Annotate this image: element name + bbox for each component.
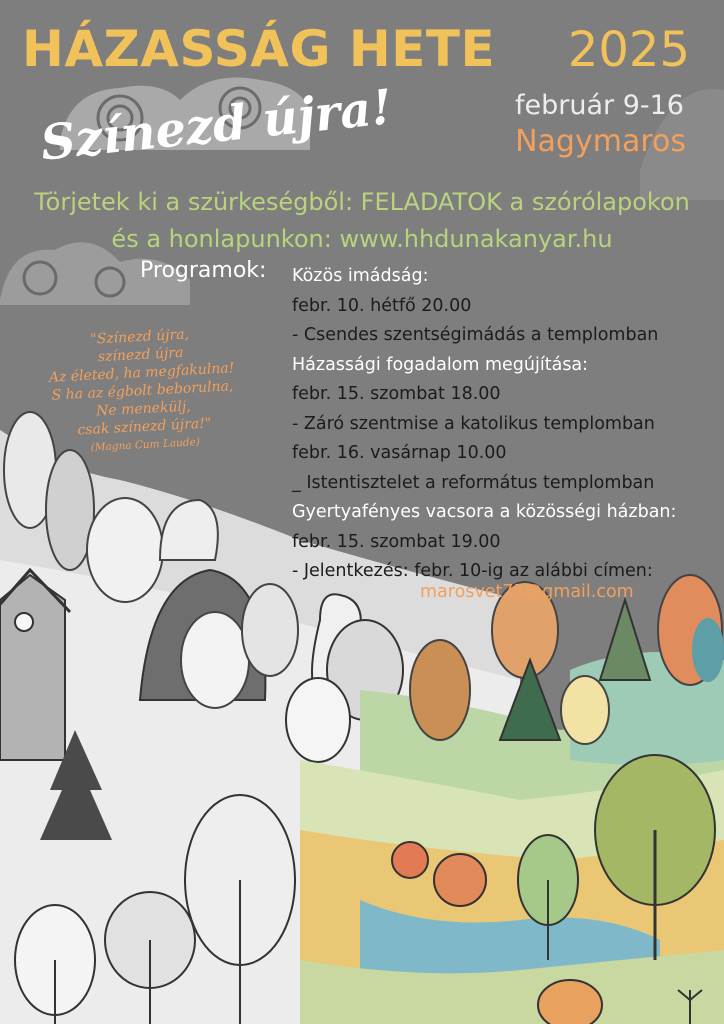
event-title: HÁZASSÁG HETE [22,20,496,78]
program-line: febr. 15. szombat 19.00 [292,531,501,552]
program-heading-prayer: Közös imádság: [292,266,429,286]
song-quote [27,322,258,460]
intro-line-2: és a honlapunkon: www.hhdunakanyar.hu [111,225,613,253]
quote-line: csak színezd újra!" [77,415,212,439]
quote-line: színezd újra [97,344,184,366]
program-line: - Csendes szentségimádás a templomban [292,325,659,345]
event-year: 2025 [567,22,690,78]
intro-line-1: Törjetek ki a szürkeségből: FELADATOK a szórólapokon [34,188,690,216]
program-heading-vows: Házassági fogadalom megújítása: [292,354,589,375]
slogan: Színezd újra! [38,79,395,172]
quote-line: "Színezd újra, [89,326,190,348]
program-line: - Jelentkezés: febr. 10-ig az alábbi címen: [292,561,653,581]
quote-line: Az életed, ha megfakulna! [48,360,235,386]
program-line: _ Istentisztelet a református templomban [292,472,655,493]
program-line: febr. 16. vasárnap 10.00 [292,443,507,463]
programs-label: Programok: [140,258,267,283]
program-line: febr. 10. hétfő 20.00 [292,295,472,316]
program-line: - Záró szentmise a katolikus templomban [292,413,655,434]
contact-email[interactable]: marosvet75@gmail.com [420,582,634,602]
program-line: febr. 15. szombat 18.00 [292,384,501,404]
event-location: Nagymaros [515,124,686,159]
program-list [292,262,676,587]
quote-author: (Magna Cum Laude) [90,436,201,454]
event-dates: február 9-16 [515,90,684,121]
program-heading-dinner: Gyertyafényes vacsora a közösségi házban: [292,502,677,522]
quote-line: S ha az égbolt beborulna, [51,378,234,404]
quote-line: Ne menekülj, [95,398,192,420]
